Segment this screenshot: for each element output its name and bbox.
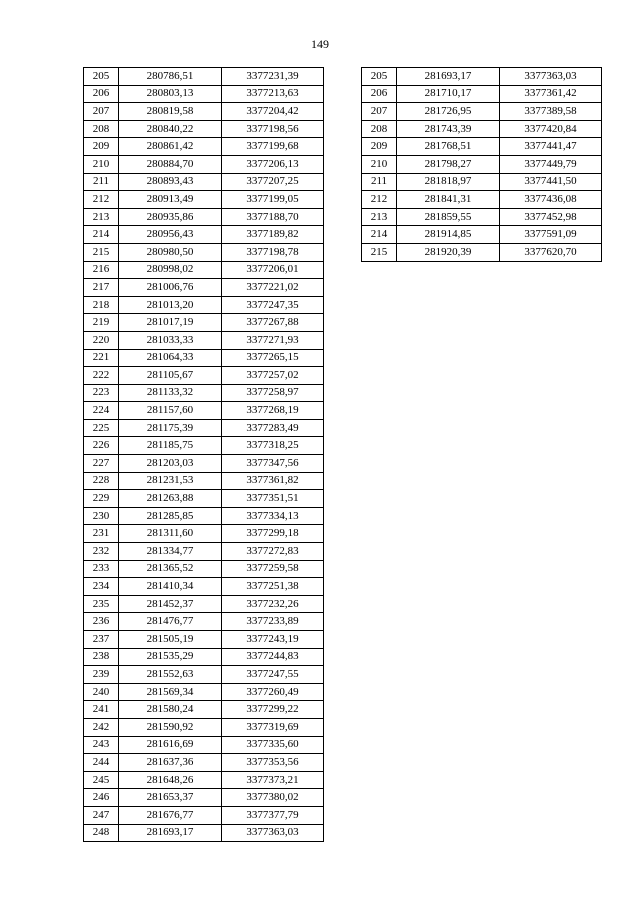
x-coordinate-cell: 281231,53 xyxy=(119,472,222,490)
x-coordinate-cell: 281476,77 xyxy=(119,613,222,631)
point-number-cell: 219 xyxy=(84,314,119,332)
point-number-cell: 214 xyxy=(362,226,397,244)
y-coordinate-cell: 3377198,78 xyxy=(222,243,324,261)
x-coordinate-cell: 281569,34 xyxy=(119,683,222,701)
table-row xyxy=(84,261,324,279)
table-row xyxy=(84,402,324,420)
x-coordinate-cell: 281263,88 xyxy=(119,490,222,508)
y-coordinate-cell: 3377258,97 xyxy=(222,384,324,402)
x-coordinate-cell: 281710,17 xyxy=(397,85,500,103)
point-number-cell: 208 xyxy=(362,120,397,138)
point-number-cell: 209 xyxy=(362,138,397,156)
table-row xyxy=(84,279,324,297)
x-coordinate-cell: 281914,85 xyxy=(397,226,500,244)
x-coordinate-cell: 281285,85 xyxy=(119,507,222,525)
table-row xyxy=(362,173,602,191)
y-coordinate-cell: 3377244,83 xyxy=(222,648,324,666)
table-row xyxy=(84,806,324,824)
y-coordinate-cell: 3377233,89 xyxy=(222,613,324,631)
y-coordinate-cell: 3377361,42 xyxy=(500,85,602,103)
table-row xyxy=(362,68,602,86)
table-row xyxy=(84,103,324,121)
y-coordinate-cell: 3377389,58 xyxy=(500,103,602,121)
y-coordinate-cell: 3377334,13 xyxy=(222,507,324,525)
y-coordinate-cell: 3377299,18 xyxy=(222,525,324,543)
table-row xyxy=(362,208,602,226)
point-number-cell: 224 xyxy=(84,402,119,420)
table-row xyxy=(84,683,324,701)
x-coordinate-cell: 281033,33 xyxy=(119,331,222,349)
point-number-cell: 238 xyxy=(84,648,119,666)
y-coordinate-cell: 3377206,01 xyxy=(222,261,324,279)
y-coordinate-cell: 3377207,25 xyxy=(222,173,324,191)
x-coordinate-cell: 281552,63 xyxy=(119,666,222,684)
y-coordinate-cell: 3377260,49 xyxy=(222,683,324,701)
point-number-cell: 237 xyxy=(84,631,119,649)
y-coordinate-cell: 3377380,02 xyxy=(222,789,324,807)
table-row xyxy=(84,648,324,666)
table-row xyxy=(84,138,324,156)
point-number-cell: 206 xyxy=(84,85,119,103)
x-coordinate-cell: 280803,13 xyxy=(119,85,222,103)
x-coordinate-cell: 281452,37 xyxy=(119,595,222,613)
table-row xyxy=(84,701,324,719)
point-number-cell: 208 xyxy=(84,120,119,138)
table-row xyxy=(84,543,324,561)
y-coordinate-cell: 3377361,82 xyxy=(222,472,324,490)
x-coordinate-cell: 281185,75 xyxy=(119,437,222,455)
x-coordinate-cell: 280884,70 xyxy=(119,155,222,173)
y-coordinate-cell: 3377452,98 xyxy=(500,208,602,226)
y-coordinate-cell: 3377188,70 xyxy=(222,208,324,226)
x-coordinate-cell: 281334,77 xyxy=(119,543,222,561)
point-number-cell: 243 xyxy=(84,736,119,754)
x-coordinate-cell: 281410,34 xyxy=(119,578,222,596)
x-coordinate-cell: 280861,42 xyxy=(119,138,222,156)
point-number-cell: 242 xyxy=(84,718,119,736)
point-number-cell: 205 xyxy=(362,68,397,86)
x-coordinate-cell: 280998,02 xyxy=(119,261,222,279)
x-coordinate-cell: 281505,19 xyxy=(119,631,222,649)
table-row xyxy=(84,349,324,367)
x-coordinate-cell: 281580,24 xyxy=(119,701,222,719)
y-coordinate-cell: 3377347,56 xyxy=(222,455,324,473)
x-coordinate-cell: 281365,52 xyxy=(119,560,222,578)
x-coordinate-cell: 280956,43 xyxy=(119,226,222,244)
y-coordinate-cell: 3377206,13 xyxy=(222,155,324,173)
x-coordinate-cell: 281006,76 xyxy=(119,279,222,297)
coordinates-table-left xyxy=(83,67,324,842)
x-coordinate-cell: 280840,22 xyxy=(119,120,222,138)
table-body xyxy=(362,68,602,262)
y-coordinate-cell: 3377259,58 xyxy=(222,560,324,578)
x-coordinate-cell: 281017,19 xyxy=(119,314,222,332)
table-row xyxy=(362,138,602,156)
coordinates-table-right xyxy=(361,67,602,262)
table-body xyxy=(84,68,324,842)
point-number-cell: 218 xyxy=(84,296,119,314)
table-row xyxy=(84,613,324,631)
y-coordinate-cell: 3377268,19 xyxy=(222,402,324,420)
point-number-cell: 246 xyxy=(84,789,119,807)
y-coordinate-cell: 3377420,84 xyxy=(500,120,602,138)
y-coordinate-cell: 3377243,19 xyxy=(222,631,324,649)
table-row xyxy=(84,507,324,525)
y-coordinate-cell: 3377199,68 xyxy=(222,138,324,156)
x-coordinate-cell: 281676,77 xyxy=(119,806,222,824)
y-coordinate-cell: 3377319,69 xyxy=(222,718,324,736)
y-coordinate-cell: 3377363,03 xyxy=(222,824,324,842)
point-number-cell: 205 xyxy=(84,68,119,86)
x-coordinate-cell: 281743,39 xyxy=(397,120,500,138)
y-coordinate-cell: 3377198,56 xyxy=(222,120,324,138)
y-coordinate-cell: 3377441,50 xyxy=(500,173,602,191)
y-coordinate-cell: 3377620,70 xyxy=(500,243,602,261)
x-coordinate-cell: 281653,37 xyxy=(119,789,222,807)
table-row xyxy=(362,191,602,209)
x-coordinate-cell: 281693,17 xyxy=(397,68,500,86)
point-number-cell: 214 xyxy=(84,226,119,244)
y-coordinate-cell: 3377436,08 xyxy=(500,191,602,209)
y-coordinate-cell: 3377271,93 xyxy=(222,331,324,349)
y-coordinate-cell: 3377265,15 xyxy=(222,349,324,367)
point-number-cell: 234 xyxy=(84,578,119,596)
point-number-cell: 212 xyxy=(362,191,397,209)
point-number-cell: 206 xyxy=(362,85,397,103)
point-number-cell: 223 xyxy=(84,384,119,402)
x-coordinate-cell: 280935,86 xyxy=(119,208,222,226)
x-coordinate-cell: 281841,31 xyxy=(397,191,500,209)
table-row xyxy=(84,666,324,684)
point-number-cell: 221 xyxy=(84,349,119,367)
point-number-cell: 207 xyxy=(362,103,397,121)
x-coordinate-cell: 281105,67 xyxy=(119,367,222,385)
y-coordinate-cell: 3377373,21 xyxy=(222,771,324,789)
table-row xyxy=(84,296,324,314)
table-row xyxy=(84,771,324,789)
y-coordinate-cell: 3377231,39 xyxy=(222,68,324,86)
point-number-cell: 230 xyxy=(84,507,119,525)
x-coordinate-cell: 281859,55 xyxy=(397,208,500,226)
table-row xyxy=(84,384,324,402)
table-row xyxy=(84,525,324,543)
table-row xyxy=(362,155,602,173)
point-number-cell: 239 xyxy=(84,666,119,684)
point-number-cell: 248 xyxy=(84,824,119,842)
table-row xyxy=(84,595,324,613)
table-row xyxy=(84,419,324,437)
y-coordinate-cell: 3377299,22 xyxy=(222,701,324,719)
point-number-cell: 211 xyxy=(362,173,397,191)
x-coordinate-cell: 281768,51 xyxy=(397,138,500,156)
x-coordinate-cell: 280786,51 xyxy=(119,68,222,86)
x-coordinate-cell: 281311,60 xyxy=(119,525,222,543)
point-number-cell: 216 xyxy=(84,261,119,279)
table-row xyxy=(84,68,324,86)
y-coordinate-cell: 3377221,02 xyxy=(222,279,324,297)
y-coordinate-cell: 3377213,63 xyxy=(222,85,324,103)
y-coordinate-cell: 3377272,83 xyxy=(222,543,324,561)
point-number-cell: 228 xyxy=(84,472,119,490)
x-coordinate-cell: 281535,29 xyxy=(119,648,222,666)
point-number-cell: 229 xyxy=(84,490,119,508)
x-coordinate-cell: 281590,92 xyxy=(119,718,222,736)
y-coordinate-cell: 3377189,82 xyxy=(222,226,324,244)
point-number-cell: 211 xyxy=(84,173,119,191)
x-coordinate-cell: 281157,60 xyxy=(119,402,222,420)
x-coordinate-cell: 280893,43 xyxy=(119,173,222,191)
x-coordinate-cell: 281818,97 xyxy=(397,173,500,191)
x-coordinate-cell: 281637,36 xyxy=(119,754,222,772)
table-row xyxy=(84,331,324,349)
point-number-cell: 207 xyxy=(84,103,119,121)
x-coordinate-cell: 281648,26 xyxy=(119,771,222,789)
x-coordinate-cell: 281920,39 xyxy=(397,243,500,261)
y-coordinate-cell: 3377377,79 xyxy=(222,806,324,824)
point-number-cell: 213 xyxy=(84,208,119,226)
point-number-cell: 225 xyxy=(84,419,119,437)
table-row xyxy=(84,155,324,173)
table-row xyxy=(362,243,602,261)
table-row xyxy=(84,754,324,772)
table-row xyxy=(84,120,324,138)
y-coordinate-cell: 3377251,38 xyxy=(222,578,324,596)
point-number-cell: 215 xyxy=(362,243,397,261)
table-row xyxy=(362,103,602,121)
table-row xyxy=(362,226,602,244)
point-number-cell: 212 xyxy=(84,191,119,209)
y-coordinate-cell: 3377232,26 xyxy=(222,595,324,613)
point-number-cell: 244 xyxy=(84,754,119,772)
point-number-cell: 227 xyxy=(84,455,119,473)
x-coordinate-cell: 280980,50 xyxy=(119,243,222,261)
point-number-cell: 209 xyxy=(84,138,119,156)
x-coordinate-cell: 281726,95 xyxy=(397,103,500,121)
point-number-cell: 215 xyxy=(84,243,119,261)
x-coordinate-cell: 281616,69 xyxy=(119,736,222,754)
y-coordinate-cell: 3377318,25 xyxy=(222,437,324,455)
table-row xyxy=(84,191,324,209)
y-coordinate-cell: 3377204,42 xyxy=(222,103,324,121)
point-number-cell: 220 xyxy=(84,331,119,349)
y-coordinate-cell: 3377199,05 xyxy=(222,191,324,209)
x-coordinate-cell: 281013,20 xyxy=(119,296,222,314)
point-number-cell: 210 xyxy=(84,155,119,173)
x-coordinate-cell: 280913,49 xyxy=(119,191,222,209)
y-coordinate-cell: 3377441,47 xyxy=(500,138,602,156)
table-row xyxy=(84,472,324,490)
point-number-cell: 213 xyxy=(362,208,397,226)
y-coordinate-cell: 3377353,56 xyxy=(222,754,324,772)
x-coordinate-cell: 281798,27 xyxy=(397,155,500,173)
table-row xyxy=(84,367,324,385)
y-coordinate-cell: 3377283,49 xyxy=(222,419,324,437)
point-number-cell: 226 xyxy=(84,437,119,455)
point-number-cell: 241 xyxy=(84,701,119,719)
table-row xyxy=(84,173,324,191)
point-number-cell: 235 xyxy=(84,595,119,613)
table-row xyxy=(84,243,324,261)
y-coordinate-cell: 3377351,51 xyxy=(222,490,324,508)
y-coordinate-cell: 3377335,60 xyxy=(222,736,324,754)
table-row xyxy=(84,578,324,596)
table-row xyxy=(84,789,324,807)
point-number-cell: 217 xyxy=(84,279,119,297)
y-coordinate-cell: 3377363,03 xyxy=(500,68,602,86)
table-row xyxy=(84,226,324,244)
table-row xyxy=(84,736,324,754)
x-coordinate-cell: 281133,32 xyxy=(119,384,222,402)
point-number-cell: 210 xyxy=(362,155,397,173)
table-row xyxy=(84,85,324,103)
table-row xyxy=(362,85,602,103)
point-number-cell: 247 xyxy=(84,806,119,824)
x-coordinate-cell: 281064,33 xyxy=(119,349,222,367)
y-coordinate-cell: 3377267,88 xyxy=(222,314,324,332)
table-row xyxy=(84,560,324,578)
table-row xyxy=(84,208,324,226)
table-row xyxy=(362,120,602,138)
table-row xyxy=(84,631,324,649)
point-number-cell: 222 xyxy=(84,367,119,385)
y-coordinate-cell: 3377449,79 xyxy=(500,155,602,173)
point-number-cell: 232 xyxy=(84,543,119,561)
point-number-cell: 233 xyxy=(84,560,119,578)
table-row xyxy=(84,314,324,332)
x-coordinate-cell: 280819,58 xyxy=(119,103,222,121)
table-row xyxy=(84,718,324,736)
table-row xyxy=(84,437,324,455)
table-row xyxy=(84,824,324,842)
point-number-cell: 236 xyxy=(84,613,119,631)
page-number: 149 xyxy=(311,37,329,51)
table-row xyxy=(84,490,324,508)
point-number-cell: 240 xyxy=(84,683,119,701)
y-coordinate-cell: 3377257,02 xyxy=(222,367,324,385)
y-coordinate-cell: 3377247,35 xyxy=(222,296,324,314)
y-coordinate-cell: 3377247,55 xyxy=(222,666,324,684)
y-coordinate-cell: 3377591,09 xyxy=(500,226,602,244)
table-row xyxy=(84,455,324,473)
point-number-cell: 231 xyxy=(84,525,119,543)
point-number-cell: 245 xyxy=(84,771,119,789)
x-coordinate-cell: 281175,39 xyxy=(119,419,222,437)
x-coordinate-cell: 281203,03 xyxy=(119,455,222,473)
x-coordinate-cell: 281693,17 xyxy=(119,824,222,842)
